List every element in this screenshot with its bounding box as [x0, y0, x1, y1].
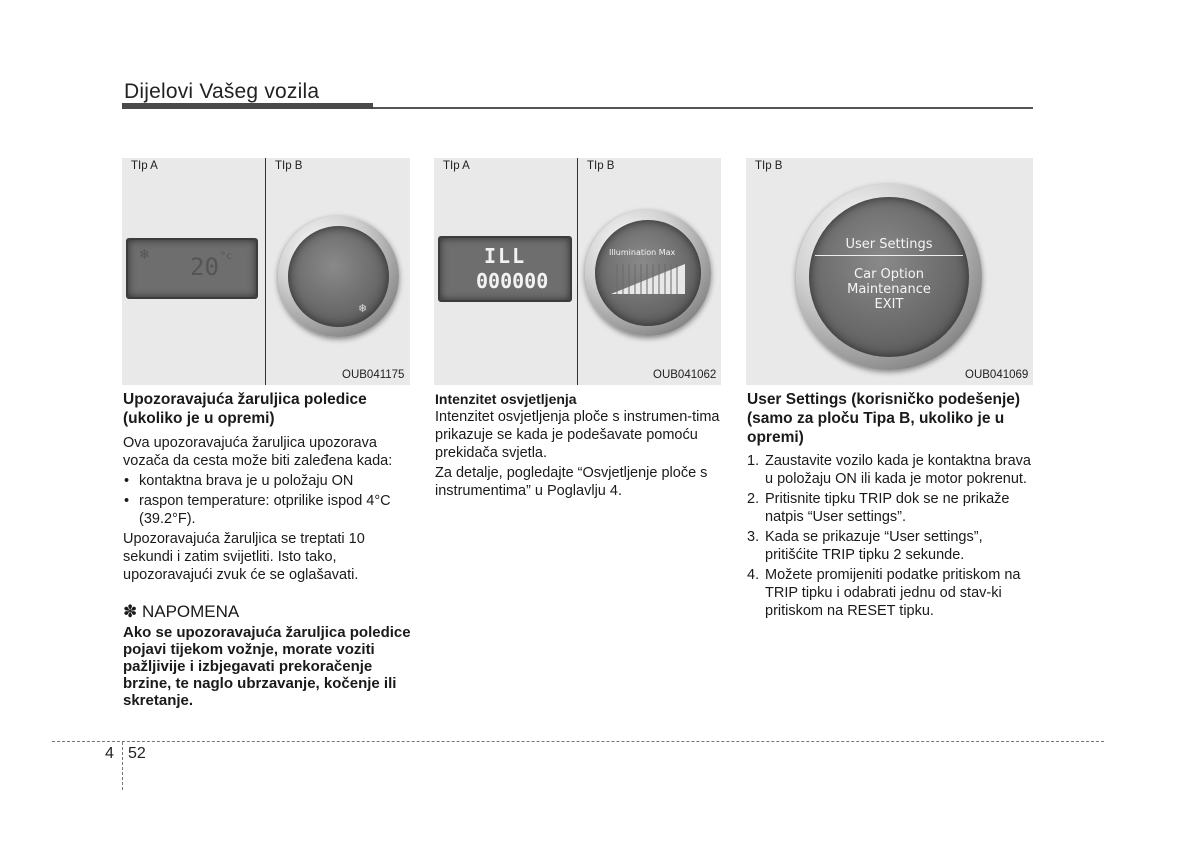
menu-item-car-option: Car Option	[854, 267, 924, 282]
menu-item-exit: EXIT	[874, 297, 904, 312]
gauge-type-b	[585, 210, 711, 336]
list-item	[747, 528, 1037, 564]
list-item: • kontaktna brava je u položaju ON	[123, 472, 411, 490]
note-title: ✽ NAPOMENA	[123, 602, 240, 621]
lcd-display-type-a	[126, 238, 258, 299]
section-heading: Intenzitet osvjetljenja	[435, 391, 577, 407]
menu-item-maintenance: Maintenance	[847, 282, 931, 297]
paragraph: Ova upozoravajuća žaruljica upozorava vozača da cesta može biti zaleđena kada:	[123, 435, 393, 469]
gauge-face	[595, 220, 701, 326]
page-header-title: Dijelovi Vašeg vozila	[124, 80, 320, 103]
lcd-display-type-a	[438, 236, 572, 302]
step-text: Kada se prikazuje “User settings”, pritišćite TRIP tipku 2 sekunde.	[765, 529, 983, 563]
lcd-temperature: 20	[190, 253, 219, 281]
figure-label-type-b: TIp B	[755, 160, 783, 172]
step-number: 3.	[747, 529, 760, 545]
step-text: Zaustavite vozilo kada je kontaktna brava u položaju ON ili kada je motor pokrenut.	[765, 453, 1031, 487]
header-rule-thick	[122, 103, 373, 109]
list-item	[747, 452, 1037, 488]
list-item: • raspon temperature: otprilike ispod 4°C (39.2°F).	[123, 492, 411, 528]
step-number: 2.	[747, 491, 760, 507]
step-number: 4.	[747, 567, 760, 583]
footer-dashed-divider	[122, 742, 123, 790]
lcd-line-1: ILL	[484, 244, 527, 268]
figure-label-type-b: TIp B	[275, 160, 303, 172]
column-frost-warning	[123, 390, 411, 709]
illumination-caption: Illumination Max	[609, 248, 676, 257]
list-item	[747, 566, 1037, 620]
figure-label-type-b: TIp B	[587, 160, 615, 172]
chapter-number: 4	[105, 745, 114, 762]
lcd-temperature-unit: °c	[220, 251, 233, 262]
menu-selection-line	[815, 255, 963, 256]
figure-illumination	[434, 158, 721, 385]
figure-divider	[577, 158, 578, 385]
note-body: Ako se upozoravajuća žaruljica poledice pojavi tijekom vožnje, morate voziti pažljivije i izbjegavati prekoračenje brzine, te naglo ubrzavanje, kočenje ili skretanje.	[123, 624, 411, 709]
section-heading: Upozoravajuća žaruljica poledice (ukoliko je u opremi)	[123, 391, 367, 427]
lcd-line-2: 000000	[476, 269, 549, 293]
figure-frost-warning	[122, 158, 410, 385]
figure-label-type-a: TIp A	[131, 160, 158, 172]
paragraph: Intenzitet osvjetljenja ploče s instrumen-tima prikazuje se kada je podešavate pomoću prekidača svjetla.	[435, 409, 720, 461]
step-number: 1.	[747, 453, 760, 469]
figure-user-settings	[746, 158, 1033, 385]
list-item	[747, 490, 1037, 526]
footer-dashed-rule	[52, 741, 1104, 742]
gauge-type-b	[278, 216, 399, 337]
step-text: Možete promijeniti podatke pritiskom na TRIP tipku i odabrati jednu od stav-ki pritiskom na RESET tipku.	[765, 567, 1021, 619]
frost-warning-icon: ❄	[358, 302, 368, 315]
paragraph: Za detalje, pogledajte “Osvjetljenje ploče s instrumentima” u Poglavlju 4.	[435, 465, 708, 499]
gauge-face	[288, 226, 389, 327]
page-number: 52	[128, 745, 146, 762]
gauge-face	[809, 197, 969, 357]
menu-item-user-settings: User Settings	[845, 237, 933, 252]
figure-code: OUB041069	[965, 369, 1029, 381]
gauge-type-b	[796, 184, 982, 370]
frost-warning-icon: ❄	[140, 245, 150, 263]
paragraph: Upozoravajuća žaruljica se treptati 10 sekundi i zatim svijetliti. Isto tako, upozoravajući zvuk će se oglašavati.	[123, 531, 365, 583]
figure-divider	[265, 158, 266, 385]
column-user-settings	[747, 390, 1037, 620]
figure-code: OUB041175	[342, 369, 405, 381]
illumination-level-bars	[609, 262, 687, 296]
figure-label-type-a: TIp A	[443, 160, 470, 172]
section-heading: User Settings (korisničko podešenje) (samo za ploču Tipa B, ukoliko je u opremi)	[747, 391, 1021, 446]
column-illumination	[435, 390, 723, 500]
header-rule-thin	[373, 107, 1033, 109]
figure-code: OUB041062	[653, 369, 717, 381]
step-text: Pritisnite tipku TRIP dok se ne prikaže natpis “User settings”.	[765, 491, 1010, 525]
